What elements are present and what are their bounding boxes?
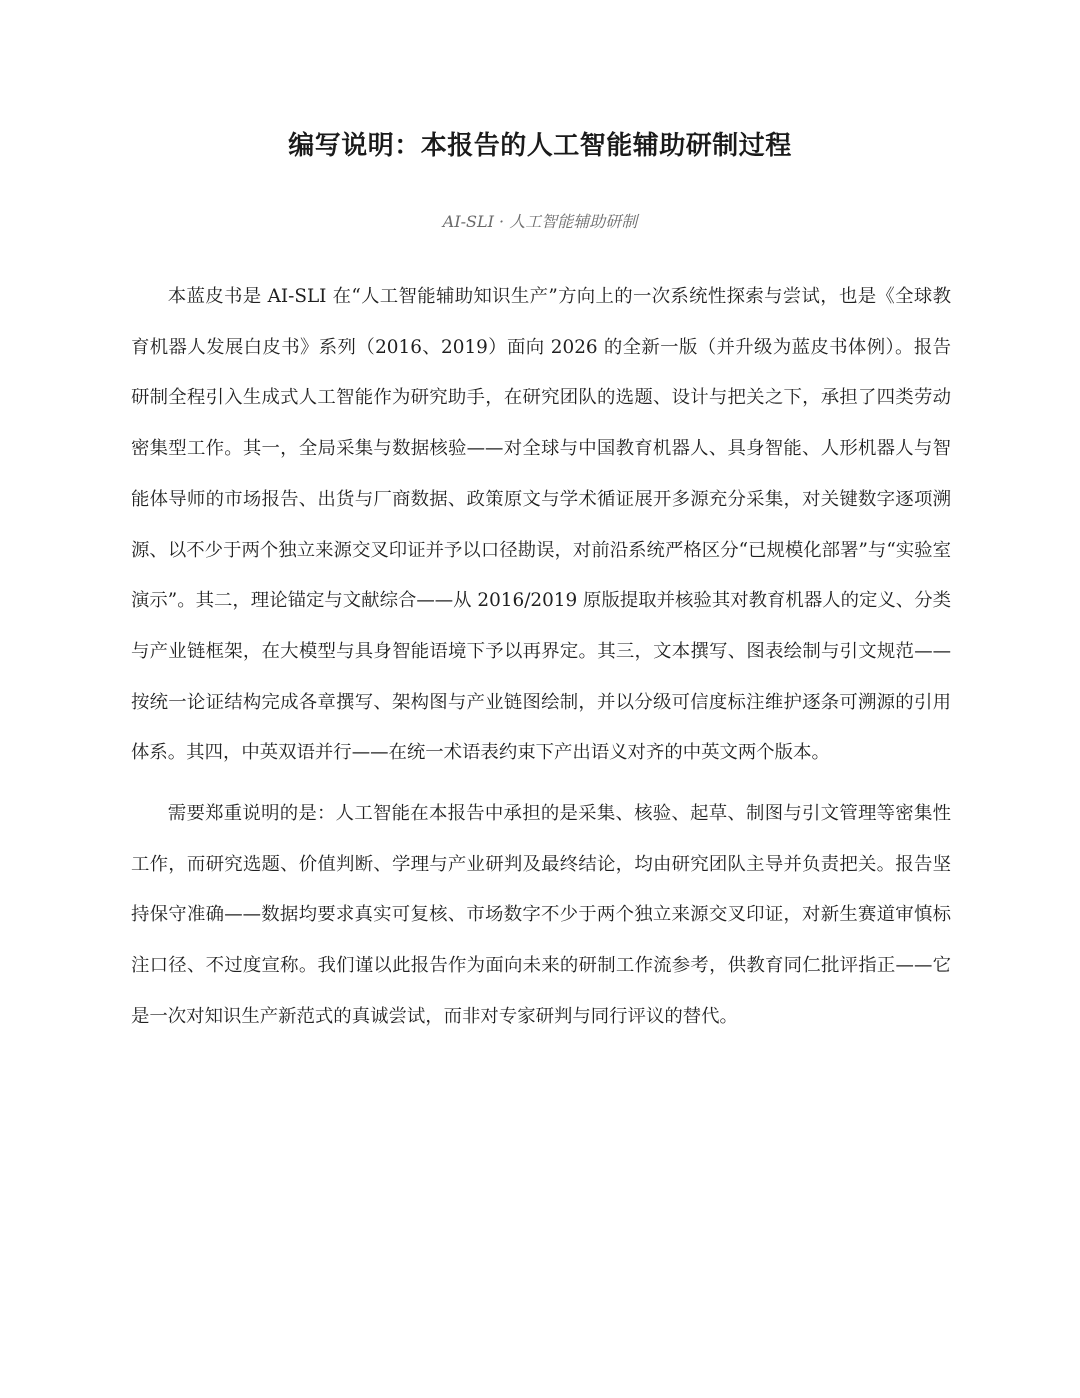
body-text (131, 272, 951, 1043)
paragraph-2: 需要郑重说明的是：人工智能在本报告中承担的是采集、核验、起草、制图与引文管理等密集性工作，而研究选题、价值判断、学理与产业研判及最终结论，均由研究团队主导并负责把关。报告坚持保守准确——数据均要求真实可复核、市场数字不少于两个独立来源交叉印证，对新生赛道审慎标注口径、不过度宣称。我们谨以此报告作为面向未来的研制工作流参考，供教育同仁批评指正——它是一次对知识生产新范式的真诚尝试，而非对专家研判与同行评议的替代。 (131, 803, 951, 1027)
page-subtitle: AI-SLI · 人工智能辅助研制 (442, 212, 638, 231)
page-title: 编写说明：本报告的人工智能辅助研制过程 (288, 131, 792, 161)
paragraph-1: 本蓝皮书是 AI-SLI 在“人工智能辅助知识生产”方向上的一次系统性探索与尝试，也是《全球教育机器人发展白皮书》系列（2016、2019）面向 2026 的全新一版（并升级为蓝皮书体例）。报告研制全程引入生成式人工智能作为研究助手，在研究团队的选题、设计与把关之下，承担了四类劳动密集型工作。其一，全局采集与数据核验——对全球与中国教育机器人、具身智能、人形机器人与智能体导师的市场报告、出货与厂商数据、政策原文与学术循证展开多源充分采集，对关键数字逐项溯源、以不少于两个独立来源交叉印证并予以口径勘误，对前沿系统严格区分“已规模化部署”与“实验室演示”。其二，理论锚定与文献综合——从 2016/2019 原版提取并核验其对教育机器人的定义、分类与产业链框架，在大模型与具身智能语境下予以再界定。其三，文本撰写、图表绘制与引文规范——按统一论证结构完成各章撰写、架构图与产业链图绘制，并以分级可信度标注维护逐条可溯源的引用体系。其四，中英双语并行——在统一术语表约束下产出语义对齐的中英文两个版本。 (131, 286, 951, 764)
